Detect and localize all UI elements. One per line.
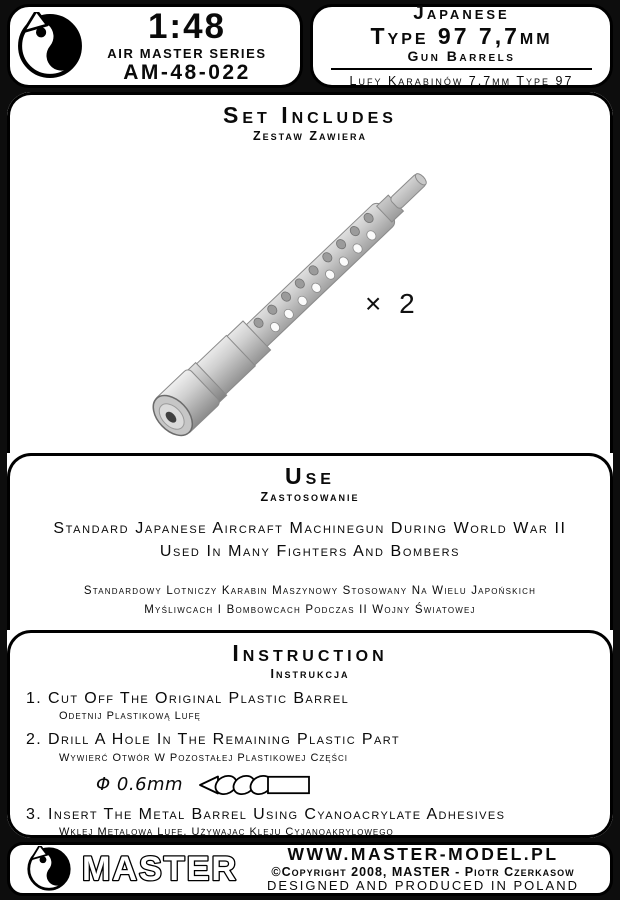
step-2-number: 2. [26, 731, 43, 749]
section-use [7, 453, 613, 630]
use-line-1: Standard Japanese Aircraft Machinegun During World War II [53, 519, 567, 537]
title-divider [331, 68, 591, 70]
website-url: WWW.MASTER-MODEL.PL [287, 843, 559, 864]
main-panels [7, 92, 613, 838]
set-includes-title: Set Includes [223, 102, 397, 128]
step-3 [26, 806, 610, 824]
use-description-en [10, 517, 610, 563]
step-1-text-pl: Odetnij Plastikową Lufę [59, 710, 201, 723]
barrel-illustration [10, 141, 608, 453]
brand-text: MASTER [82, 850, 238, 888]
footer-text-block [248, 845, 598, 893]
step-2-text-pl: Wywierć Otwór W Pozostałej Plastikowej Części [59, 751, 348, 764]
step-3-text-en: Insert The Metal Barrel Using Cyanoacrylate Adhesives [48, 805, 506, 823]
drill-diagram [96, 773, 610, 797]
step-3-text-pl: Wklej Metalową Lufę, Używając Kleju Cyjanoakrylowego [59, 826, 394, 838]
header [7, 4, 613, 88]
drill-diameter-label: Φ 0.6mm [96, 774, 184, 796]
drill-bit-icon [199, 773, 311, 797]
scale-label: 1:48 [147, 7, 227, 46]
instruction-steps [10, 690, 610, 839]
section-set-includes [7, 92, 613, 453]
set-includes-subtitle: Zestaw Zawiera [252, 129, 368, 143]
step-3-number: 3. [26, 805, 43, 823]
product-subtitle-pl: Lufy Karabinów 7,7mm Type 97 [349, 73, 574, 88]
copyright-line: ©Copyright 2008, MASTER - Piotr Czerkasow [271, 864, 575, 879]
instruction-subtitle: Instrukcja [270, 667, 350, 681]
step-1-number: 1. [26, 689, 43, 707]
section-instruction [7, 630, 613, 838]
use-subtitle: Zastosowanie [260, 490, 360, 504]
product-code: AM-48-022 [123, 61, 251, 84]
step-1 [26, 690, 610, 708]
product-title-line1: Japanese [413, 3, 510, 25]
master-logo-icon [26, 846, 72, 892]
step-2 [26, 731, 610, 749]
header-title-panel [310, 4, 613, 88]
instruction-title: Instruction [232, 640, 388, 666]
quantity-label: × 2 [365, 288, 420, 319]
origin-line: DESIGNED AND PRODUCED IN POLAND [267, 877, 579, 893]
step-2-text-en: Drill A Hole In The Remaining Plastic Part [48, 731, 400, 749]
header-brand-panel [7, 4, 303, 88]
footer [7, 842, 613, 896]
barrel-3d-render [10, 141, 610, 453]
series-label: AIR MASTER SERIES [107, 46, 267, 61]
use-description-pl: Standardowy Lotniczy Karabin Maszynowy Stosowany Na Wielu Japońskich Myśliwcach I Bombowcach Podczas II Wojny Światowej [83, 584, 537, 616]
product-title-line3: Gun Barrels [407, 48, 516, 65]
product-title-line2: Type 97 7,7mm [370, 23, 553, 49]
use-line-2: Used In Many Fighters And Bombers [159, 542, 461, 560]
master-logo-icon [16, 12, 84, 80]
use-title: Use [285, 463, 335, 489]
master-wordmark [78, 847, 242, 891]
step-1-text-en: Cut Off The Original Plastic Barrel [48, 689, 350, 707]
product-id-block [84, 9, 290, 83]
